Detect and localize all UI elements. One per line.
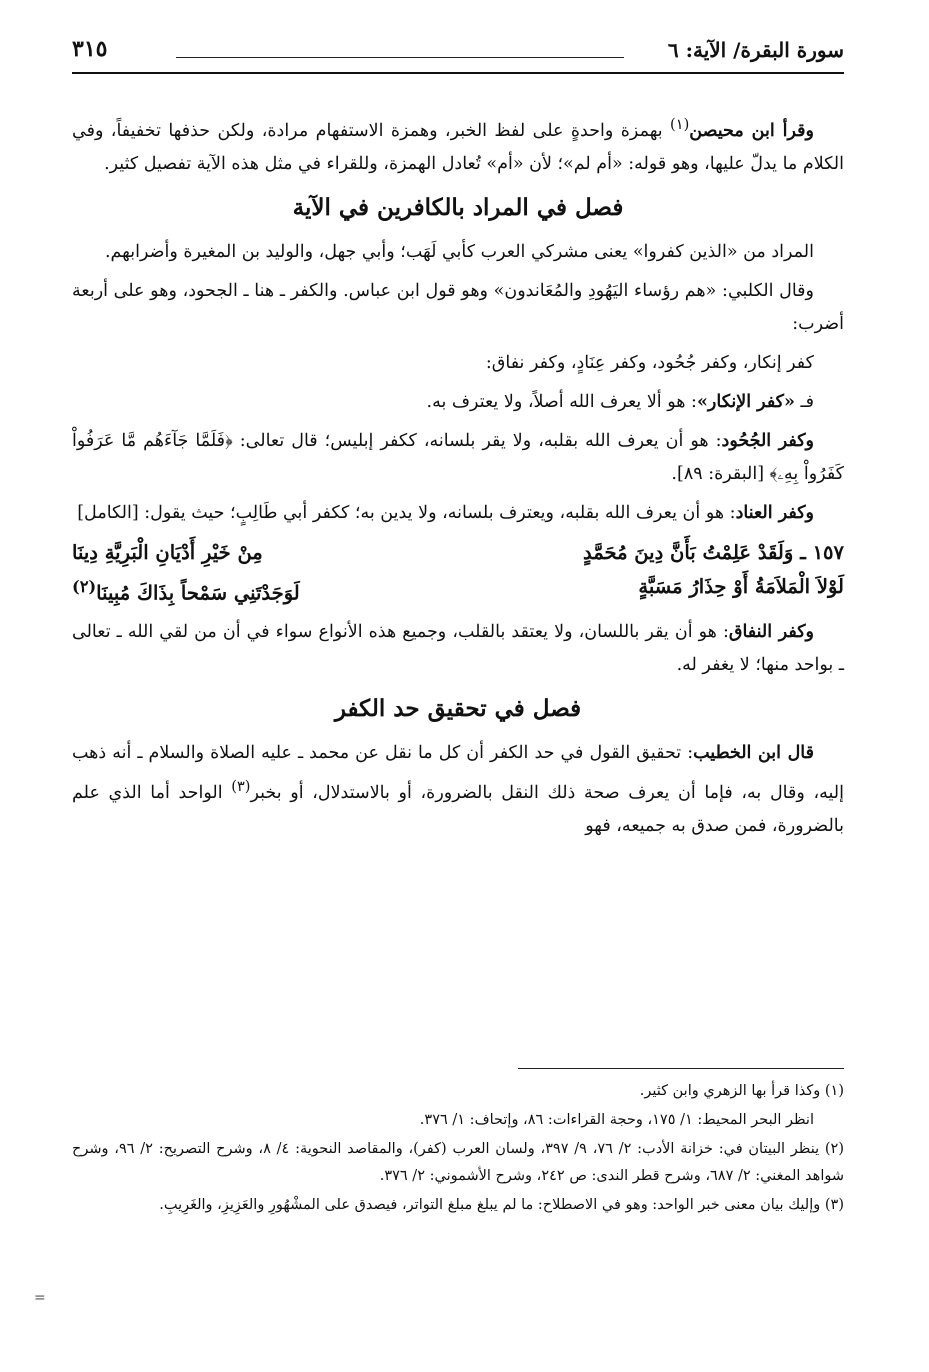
paragraph-kufr-juhud xyxy=(72,425,844,491)
paragraph-kalbi: وقال الكلبي: «هم رؤساء اليَهُودِ والمُعَاندون» وهو قول ابن عباس. والكفر ـ هنا ـ الجحود، وهو على أربعة أضرب: xyxy=(72,280,844,334)
header-rule xyxy=(72,72,844,74)
paragraph-meaning: المراد من «الذين كفروا» يعنى مشركي العرب كأبي لَهَب؛ وأبي جهل، والوليد بن المغيرة وأضرابهم. xyxy=(104,241,814,262)
running-header xyxy=(72,34,844,74)
paragraph-lead: قال ابن الخطيب xyxy=(693,743,814,764)
paragraph-lead: «كفر الإنكار» xyxy=(696,391,795,412)
verse-hemistich-left-text: لَوَجَدْتَنِي سَمْحاً بِذَاكَ مُبِينَا xyxy=(96,581,300,605)
verse-hemistich-right: ١٥٧ ـ وَلَقَدْ عَلِمْتُ بَأَنَّ دِينَ مُحَمَّدٍ xyxy=(582,540,844,564)
footnotes xyxy=(72,1078,844,1221)
paragraph-text: بهمزة واحدةٍ على لفظ الخبر، وهمزة الاستفهام مرادة، ولكن حذفها تخفيفاً، وفي الكلام ما يدلّ عليها، وهو قوله: «أم لم»؛ لأن «أم» تُعادل الهمزة، وللقراء في مثل هذه الآية تفصيل كثير. xyxy=(72,120,844,174)
paragraph-four-types: كفر إنكار، وكفر جُحُود، وكفر عِنَادٍ، وكفر نفاق: xyxy=(485,352,814,373)
footnote-3: (٣) وإليك بيان معنى خبر الواحد: وهو في الاصطلاح: ما لم يبلغ مبلغ التواتر، فيصدق على المشْهُورِ والعَزِيزِ، والغَرِيبِ. xyxy=(159,1197,844,1213)
section-heading-hadd-kufr: فصل في تحقيق حد الكفر xyxy=(334,695,582,723)
poem-verse-2 xyxy=(72,570,844,611)
footnote-1-sources: انظر البحر المحيط: ١/ ١٧٥، وحجة القراءات: ٨٦، وإتحاف: ١/ ٣٧٦. xyxy=(419,1112,814,1128)
paragraph-text: : هو ألا يعرف الله أصلاً، ولا يعترف به. xyxy=(426,391,697,412)
poem-verse-1 xyxy=(72,536,844,570)
running-header-title: سورة البقرة/ الآية: ٦ xyxy=(667,38,844,62)
paragraph-text: : تحقيق القول في حد الكفر أن كل ما نقل عن محمد ـ عليه الصلاة والسلام ـ أنه ذهب إليه، وقال به، فإما أن يعرف صحة ذلك النقل بالضرورة، أو بالاستدلال، أو بخبر xyxy=(72,743,844,804)
footnote-separator xyxy=(518,1068,844,1069)
paragraph-lead: وقرأ ابن محيصن xyxy=(689,120,814,141)
paragraph-text: : هو أن يعرف الله بقلبه، ويعترف بلسانه، ولا يدين به؛ ككفر أبي طَالِبٍ؛ حيث يقول: [الكامل] xyxy=(77,502,736,523)
paragraph-prefix: فـ xyxy=(794,391,814,412)
footnote-1: (١) وكذا قرأ بها الزهري وابن كثير. xyxy=(639,1083,844,1099)
verse-hemistich-right: لَوْلاَ الْمَلاَمَةُ أَوْ حِذَارُ مَسَبَّةٍ xyxy=(638,574,844,598)
footnote-2: (٢) ينظر البيتان في: خزانة الأدب: ٢/ ٧٦، ٩/ ٣٩٧، ولسان العرب (كفر)، والمقاصد النحوية: ٤/ ٨، وشرح التصريح: ٢/ ٩٦، وشرح شواهد المغني: ٢/ ٦٨٧، وشرح قطر الندى: ص ٢٤٢، وشرح الأشموني: ٢/ ٣٧٦. xyxy=(72,1141,844,1184)
footnote-marker-1: (١) xyxy=(670,116,690,133)
paragraph-text: : هو أن يعرف الله بقلبه، ولا يقر بلسانه، ككفر إبليس؛ قال تعالى: ﴿فَلَمَّا جَآءَهُم مَّا عَرَفُواْ كَفَرُواْ بِهِۦ﴾ [البقرة: ٨٩]. xyxy=(72,430,844,484)
paragraph-kufr-nifaq xyxy=(72,616,844,682)
page-number: ٣١٥ xyxy=(72,36,108,62)
main-text xyxy=(72,108,844,849)
paragraph-text-continued: الواحد أما الذي علم بالضرورة، فمن صدق به جميعه، فهو xyxy=(72,783,844,837)
paragraph-lead: وكفر الجُحُود xyxy=(721,430,814,451)
header-dash-line xyxy=(176,57,624,58)
paragraph-lead: وكفر العناد xyxy=(735,502,814,523)
section-heading-kafirin: فصل في المراد بالكافرين في الآية xyxy=(292,193,624,221)
footnote-marker-3: (٣) xyxy=(231,778,251,796)
paragraph-kufr-inkar xyxy=(72,386,844,419)
verse-hemistich-left: مِنْ خَيْرِ أَدْيَانِ الْبَرِيَّةِ دِينَا xyxy=(72,540,263,564)
paragraph-text: : هو أن يقر باللسان، ولا يعتقد بالقلب، وجميع هذه الأنواع سواء في أن من لقي الله ـ تعالى ـ بواحد منها؛ لا يغفر له. xyxy=(72,622,844,676)
paragraph-ibn-khatib xyxy=(72,737,844,843)
paragraph-ibn-muhaysin xyxy=(72,108,844,181)
margin-mark: = xyxy=(34,1290,46,1306)
verse-hemistich-left xyxy=(72,570,300,611)
paragraph-kufr-inad xyxy=(72,497,844,530)
footnote-marker-2: (٢) xyxy=(72,576,97,596)
paragraph-lead: وكفر النفاق xyxy=(728,622,814,643)
